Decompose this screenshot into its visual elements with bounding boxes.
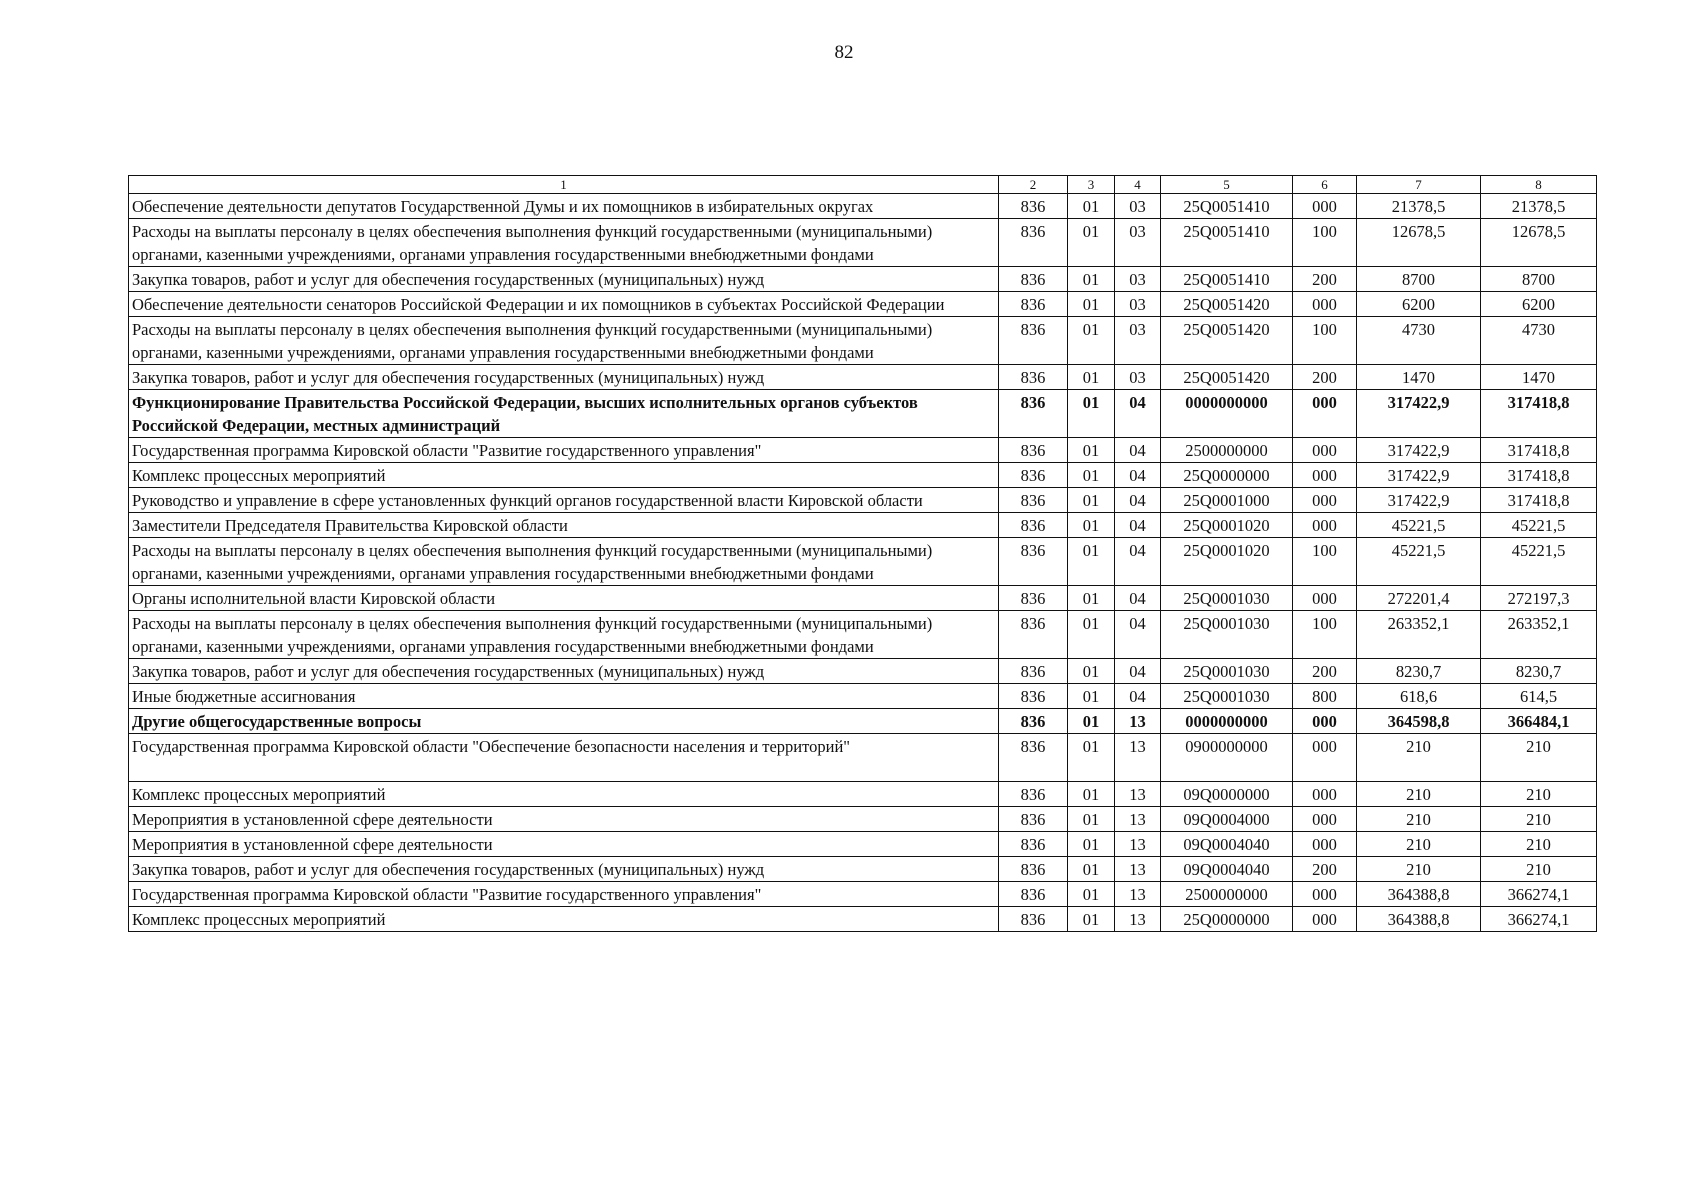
row-name-cell: Государственная программа Кировской области "Обеспечение безопасности населения и территорий" (129, 734, 999, 782)
section-cell: 01 (1068, 365, 1115, 390)
subsection-cell: 03 (1115, 317, 1161, 365)
row-name-cell: Расходы на выплаты персоналу в целях обеспечения выполнения функций государственными (муниципальными) органами, казенными учреждениями, органами управления государственными внебюджетными фондами (129, 538, 999, 586)
table-row (129, 857, 1597, 882)
amount-year2-cell: 210 (1481, 734, 1597, 782)
subsection-cell: 13 (1115, 907, 1161, 932)
subsection-cell: 04 (1115, 659, 1161, 684)
section-cell: 01 (1068, 292, 1115, 317)
target-article-cell: 25Q0051420 (1161, 292, 1293, 317)
table-row (129, 709, 1597, 734)
ministry-code-cell: 836 (999, 586, 1068, 611)
expense-type-cell: 100 (1293, 611, 1357, 659)
subsection-cell: 04 (1115, 488, 1161, 513)
amount-year2-cell: 366274,1 (1481, 907, 1597, 932)
target-article-cell: 25Q0051410 (1161, 267, 1293, 292)
ministry-code-cell: 836 (999, 807, 1068, 832)
target-article-cell: 25Q0051420 (1161, 317, 1293, 365)
amount-year2-cell: 317418,8 (1481, 438, 1597, 463)
amount-year2-cell: 317418,8 (1481, 463, 1597, 488)
amount-year1-cell: 8700 (1357, 267, 1481, 292)
target-article-cell: 25Q0000000 (1161, 463, 1293, 488)
target-article-cell: 2500000000 (1161, 438, 1293, 463)
expense-type-cell: 000 (1293, 438, 1357, 463)
table-row (129, 219, 1597, 267)
section-cell: 01 (1068, 219, 1115, 267)
amount-year1-cell: 45221,5 (1357, 513, 1481, 538)
subsection-cell: 03 (1115, 219, 1161, 267)
expense-type-cell: 000 (1293, 807, 1357, 832)
expense-type-cell: 200 (1293, 365, 1357, 390)
expense-type-cell: 000 (1293, 513, 1357, 538)
target-article-cell: 09Q0000000 (1161, 782, 1293, 807)
section-cell: 01 (1068, 709, 1115, 734)
subsection-cell: 04 (1115, 538, 1161, 586)
row-name-cell: Мероприятия в установленной сфере деятельности (129, 807, 999, 832)
ministry-code-cell: 836 (999, 488, 1068, 513)
expense-type-cell: 000 (1293, 709, 1357, 734)
subsection-cell: 03 (1115, 292, 1161, 317)
page-number: 82 (834, 42, 854, 63)
amount-year1-cell: 317422,9 (1357, 488, 1481, 513)
subsection-cell: 13 (1115, 782, 1161, 807)
row-name-cell: Функционирование Правительства Российской Федерации, высших исполнительных органов субъектов Российской Федерации, местных администраций (129, 390, 999, 438)
row-name-cell: Закупка товаров, работ и услуг для обеспечения государственных (муниципальных) нужд (129, 365, 999, 390)
subsection-cell: 13 (1115, 882, 1161, 907)
target-article-cell: 25Q0001020 (1161, 513, 1293, 538)
ministry-code-cell: 836 (999, 438, 1068, 463)
expense-type-cell: 000 (1293, 488, 1357, 513)
row-name-cell: Расходы на выплаты персоналу в целях обеспечения выполнения функций государственными (муниципальными) органами, казенными учреждениями, органами управления государственными внебюджетными фондами (129, 219, 999, 267)
row-name-cell: Расходы на выплаты персоналу в целях обеспечения выполнения функций государственными (муниципальными) органами, казенными учреждениями, органами управления государственными внебюджетными фондами (129, 611, 999, 659)
header-cell: 5 (1161, 176, 1293, 194)
expense-type-cell: 100 (1293, 538, 1357, 586)
section-cell: 01 (1068, 463, 1115, 488)
subsection-cell: 04 (1115, 684, 1161, 709)
ministry-code-cell: 836 (999, 513, 1068, 538)
expense-type-cell: 000 (1293, 882, 1357, 907)
table-row (129, 538, 1597, 586)
row-name-cell: Иные бюджетные ассигнования (129, 684, 999, 709)
table-row (129, 488, 1597, 513)
section-cell: 01 (1068, 267, 1115, 292)
section-cell: 01 (1068, 882, 1115, 907)
header-cell: 2 (999, 176, 1068, 194)
ministry-code-cell: 836 (999, 659, 1068, 684)
ministry-code-cell: 836 (999, 882, 1068, 907)
expense-type-cell: 000 (1293, 734, 1357, 782)
target-article-cell: 25Q0000000 (1161, 907, 1293, 932)
subsection-cell: 04 (1115, 611, 1161, 659)
table-row (129, 586, 1597, 611)
amount-year2-cell: 366484,1 (1481, 709, 1597, 734)
expense-type-cell: 000 (1293, 463, 1357, 488)
amount-year2-cell: 45221,5 (1481, 513, 1597, 538)
target-article-cell: 25Q0051420 (1161, 365, 1293, 390)
expense-type-cell: 800 (1293, 684, 1357, 709)
table-row (129, 463, 1597, 488)
expense-type-cell: 000 (1293, 292, 1357, 317)
amount-year1-cell: 1470 (1357, 365, 1481, 390)
table-row (129, 390, 1597, 438)
table-row (129, 611, 1597, 659)
ministry-code-cell: 836 (999, 709, 1068, 734)
ministry-code-cell: 836 (999, 734, 1068, 782)
row-name-cell: Другие общегосударственные вопросы (129, 709, 999, 734)
row-name-cell: Комплекс процессных мероприятий (129, 463, 999, 488)
amount-year1-cell: 263352,1 (1357, 611, 1481, 659)
section-cell: 01 (1068, 907, 1115, 932)
row-name-cell: Государственная программа Кировской области "Развитие государственного управления" (129, 882, 999, 907)
amount-year2-cell: 366274,1 (1481, 882, 1597, 907)
subsection-cell: 13 (1115, 807, 1161, 832)
ministry-code-cell: 836 (999, 390, 1068, 438)
table-row (129, 882, 1597, 907)
ministry-code-cell: 836 (999, 267, 1068, 292)
amount-year1-cell: 618,6 (1357, 684, 1481, 709)
row-name-cell: Руководство и управление в сфере установленных функций органов государственной власти Кировской области (129, 488, 999, 513)
ministry-code-cell: 836 (999, 292, 1068, 317)
subsection-cell: 13 (1115, 709, 1161, 734)
amount-year2-cell: 210 (1481, 807, 1597, 832)
table-row (129, 734, 1597, 782)
ministry-code-cell: 836 (999, 463, 1068, 488)
target-article-cell: 25Q0001030 (1161, 659, 1293, 684)
amount-year2-cell: 6200 (1481, 292, 1597, 317)
section-cell: 01 (1068, 807, 1115, 832)
expense-type-cell: 200 (1293, 267, 1357, 292)
amount-year1-cell: 272201,4 (1357, 586, 1481, 611)
amount-year1-cell: 6200 (1357, 292, 1481, 317)
table-row (129, 684, 1597, 709)
header-cell: 4 (1115, 176, 1161, 194)
section-cell: 01 (1068, 782, 1115, 807)
header-cell: 7 (1357, 176, 1481, 194)
amount-year1-cell: 364598,8 (1357, 709, 1481, 734)
subsection-cell: 04 (1115, 586, 1161, 611)
ministry-code-cell: 836 (999, 684, 1068, 709)
amount-year2-cell: 317418,8 (1481, 390, 1597, 438)
amount-year2-cell: 210 (1481, 857, 1597, 882)
amount-year2-cell: 210 (1481, 832, 1597, 857)
expense-type-cell: 100 (1293, 219, 1357, 267)
target-article-cell: 25Q0001030 (1161, 611, 1293, 659)
amount-year2-cell: 8700 (1481, 267, 1597, 292)
section-cell: 01 (1068, 513, 1115, 538)
table-row (129, 659, 1597, 684)
amount-year1-cell: 210 (1357, 832, 1481, 857)
row-name-cell: Мероприятия в установленной сфере деятельности (129, 832, 999, 857)
subsection-cell: 03 (1115, 365, 1161, 390)
row-name-cell: Закупка товаров, работ и услуг для обеспечения государственных (муниципальных) нужд (129, 857, 999, 882)
subsection-cell: 03 (1115, 267, 1161, 292)
amount-year2-cell: 1470 (1481, 365, 1597, 390)
amount-year1-cell: 317422,9 (1357, 390, 1481, 438)
target-article-cell: 09Q0004040 (1161, 857, 1293, 882)
target-article-cell: 25Q0001000 (1161, 488, 1293, 513)
row-name-cell: Органы исполнительной власти Кировской области (129, 586, 999, 611)
subsection-cell: 13 (1115, 832, 1161, 857)
header-cell: 3 (1068, 176, 1115, 194)
subsection-cell: 03 (1115, 194, 1161, 219)
target-article-cell: 25Q0001020 (1161, 538, 1293, 586)
target-article-cell: 25Q0051410 (1161, 194, 1293, 219)
row-name-cell: Комплекс процессных мероприятий (129, 782, 999, 807)
subsection-cell: 13 (1115, 857, 1161, 882)
row-name-cell: Заместители Председателя Правительства Кировской области (129, 513, 999, 538)
expense-type-cell: 100 (1293, 317, 1357, 365)
subsection-cell: 04 (1115, 390, 1161, 438)
ministry-code-cell: 836 (999, 365, 1068, 390)
amount-year1-cell: 12678,5 (1357, 219, 1481, 267)
amount-year2-cell: 263352,1 (1481, 611, 1597, 659)
ministry-code-cell: 836 (999, 857, 1068, 882)
expense-type-cell: 200 (1293, 659, 1357, 684)
target-article-cell: 25Q0001030 (1161, 586, 1293, 611)
row-name-cell: Закупка товаров, работ и услуг для обеспечения государственных (муниципальных) нужд (129, 267, 999, 292)
amount-year1-cell: 210 (1357, 857, 1481, 882)
row-name-cell: Закупка товаров, работ и услуг для обеспечения государственных (муниципальных) нужд (129, 659, 999, 684)
section-cell: 01 (1068, 857, 1115, 882)
target-article-cell: 09Q0004000 (1161, 807, 1293, 832)
amount-year1-cell: 317422,9 (1357, 438, 1481, 463)
table-row (129, 807, 1597, 832)
row-name-cell: Государственная программа Кировской области "Развитие государственного управления" (129, 438, 999, 463)
target-article-cell: 2500000000 (1161, 882, 1293, 907)
amount-year2-cell: 45221,5 (1481, 538, 1597, 586)
ministry-code-cell: 836 (999, 832, 1068, 857)
amount-year1-cell: 210 (1357, 782, 1481, 807)
expense-type-cell: 000 (1293, 390, 1357, 438)
section-cell: 01 (1068, 832, 1115, 857)
section-cell: 01 (1068, 438, 1115, 463)
ministry-code-cell: 836 (999, 907, 1068, 932)
ministry-code-cell: 836 (999, 219, 1068, 267)
target-article-cell: 0000000000 (1161, 390, 1293, 438)
table-row (129, 782, 1597, 807)
amount-year1-cell: 210 (1357, 807, 1481, 832)
expense-type-cell: 000 (1293, 194, 1357, 219)
subsection-cell: 04 (1115, 513, 1161, 538)
ministry-code-cell: 836 (999, 194, 1068, 219)
subsection-cell: 13 (1115, 734, 1161, 782)
row-name-cell: Комплекс процессных мероприятий (129, 907, 999, 932)
section-cell: 01 (1068, 659, 1115, 684)
table-row (129, 513, 1597, 538)
section-cell: 01 (1068, 317, 1115, 365)
header-cell: 8 (1481, 176, 1597, 194)
section-cell: 01 (1068, 586, 1115, 611)
amount-year1-cell: 4730 (1357, 317, 1481, 365)
subsection-cell: 04 (1115, 463, 1161, 488)
table-row (129, 365, 1597, 390)
header-cell: 1 (129, 176, 999, 194)
amount-year1-cell: 45221,5 (1357, 538, 1481, 586)
amount-year2-cell: 272197,3 (1481, 586, 1597, 611)
target-article-cell: 0900000000 (1161, 734, 1293, 782)
ministry-code-cell: 836 (999, 538, 1068, 586)
section-cell: 01 (1068, 538, 1115, 586)
budget-table (128, 175, 1597, 932)
row-name-cell: Обеспечение деятельности депутатов Государственной Думы и их помощников в избирательных округах (129, 194, 999, 219)
header-cell: 6 (1293, 176, 1357, 194)
expense-type-cell: 000 (1293, 832, 1357, 857)
amount-year2-cell: 8230,7 (1481, 659, 1597, 684)
table-row (129, 267, 1597, 292)
expense-type-cell: 000 (1293, 907, 1357, 932)
amount-year1-cell: 8230,7 (1357, 659, 1481, 684)
ministry-code-cell: 836 (999, 782, 1068, 807)
amount-year1-cell: 364388,8 (1357, 882, 1481, 907)
target-article-cell: 25Q0001030 (1161, 684, 1293, 709)
amount-year2-cell: 21378,5 (1481, 194, 1597, 219)
amount-year2-cell: 12678,5 (1481, 219, 1597, 267)
amount-year1-cell: 317422,9 (1357, 463, 1481, 488)
amount-year1-cell: 21378,5 (1357, 194, 1481, 219)
table-body (129, 194, 1597, 932)
expense-type-cell: 000 (1293, 586, 1357, 611)
target-article-cell: 25Q0051410 (1161, 219, 1293, 267)
amount-year1-cell: 210 (1357, 734, 1481, 782)
table-row (129, 317, 1597, 365)
expense-type-cell: 200 (1293, 857, 1357, 882)
table-row (129, 438, 1597, 463)
row-name-cell: Расходы на выплаты персоналу в целях обеспечения выполнения функций государственными (муниципальными) органами, казенными учреждениями, органами управления государственными внебюджетными фондами (129, 317, 999, 365)
section-cell: 01 (1068, 488, 1115, 513)
amount-year1-cell: 364388,8 (1357, 907, 1481, 932)
amount-year2-cell: 614,5 (1481, 684, 1597, 709)
section-cell: 01 (1068, 390, 1115, 438)
header-row (129, 176, 1597, 194)
target-article-cell: 0000000000 (1161, 709, 1293, 734)
table-row (129, 292, 1597, 317)
section-cell: 01 (1068, 734, 1115, 782)
table-row (129, 832, 1597, 857)
subsection-cell: 04 (1115, 438, 1161, 463)
section-cell: 01 (1068, 611, 1115, 659)
row-name-cell: Обеспечение деятельности сенаторов Российской Федерации и их помощников в субъектах Российской Федерации (129, 292, 999, 317)
section-cell: 01 (1068, 684, 1115, 709)
section-cell: 01 (1068, 194, 1115, 219)
table-row (129, 907, 1597, 932)
expense-type-cell: 000 (1293, 782, 1357, 807)
target-article-cell: 09Q0004040 (1161, 832, 1293, 857)
amount-year2-cell: 317418,8 (1481, 488, 1597, 513)
ministry-code-cell: 836 (999, 611, 1068, 659)
table-row (129, 194, 1597, 219)
amount-year2-cell: 4730 (1481, 317, 1597, 365)
ministry-code-cell: 836 (999, 317, 1068, 365)
amount-year2-cell: 210 (1481, 782, 1597, 807)
